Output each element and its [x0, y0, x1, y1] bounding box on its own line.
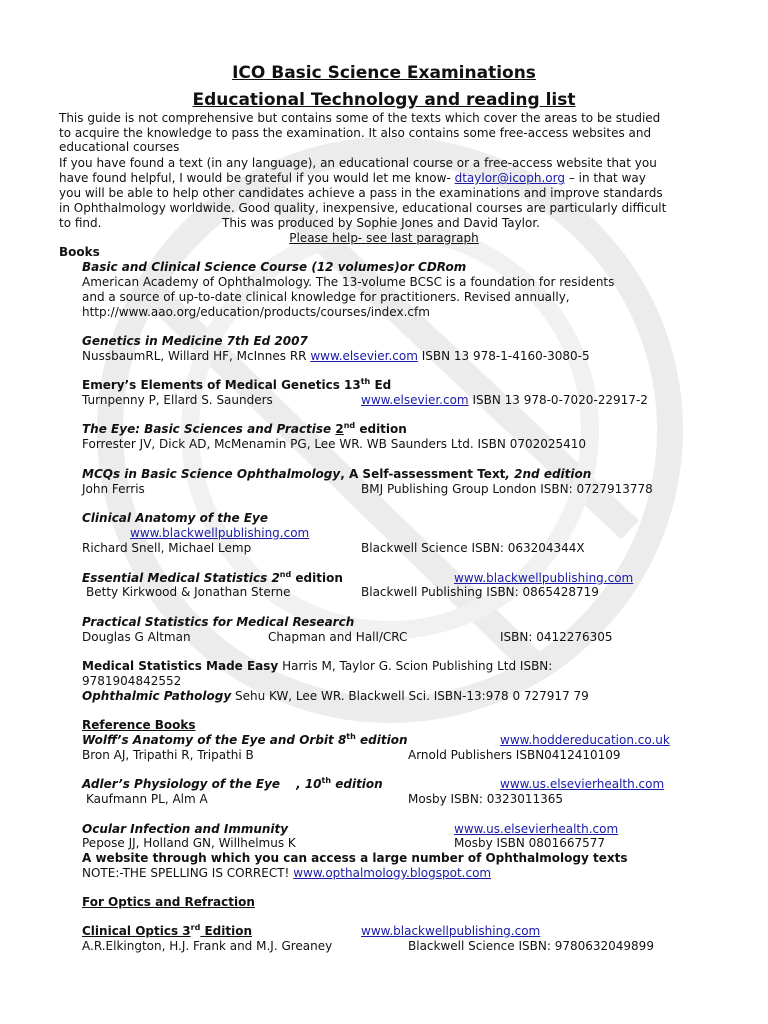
ocular-link-row [454, 822, 618, 836]
optics-authors: A.R.Elkington, H.J. Frank and M.J. Greaney [82, 939, 333, 953]
website-note: NOTE:-THE SPELLING IS CORRECT! www.opthalmology.blogspot.com [82, 866, 492, 880]
anatomy-link-row [130, 526, 309, 540]
emery-title: Emery’s Elements of Medical Genetics 13th Ed [82, 377, 392, 392]
eye-authors: Forrester JV, Dick AD, McMenamin PG, Lee WR. WB Saunders Ltd. ISBN 0702025410 [82, 437, 587, 451]
patho-line: Ophthalmic Pathology Sehu KW, Lee WR. Blackwell Sci. ISBN-13:978 0 727917 79 [82, 689, 589, 703]
easy-line: Medical Statistics Made Easy Harris M, Taylor G. Scion Publishing Ltd ISBN: [82, 659, 553, 673]
elsevier-link[interactable]: www.elsevier.com [310, 349, 418, 363]
intro-line-6: you will be able to help other candidates achieve a pass in the examinations and improve standards [59, 186, 663, 200]
intro-line-1: This guide is not comprehensive but contains some of the texts which cover the areas to be studied [59, 111, 661, 125]
wolff-link-row [500, 733, 670, 747]
practical-title: Practical Statistics for Medical Research [82, 615, 355, 629]
ocular-title: Ocular Infection and Immunity [82, 822, 289, 836]
intro-line-8b: This was produced by Sophie Jones and David Taylor. [222, 216, 540, 230]
optics-title: Clinical Optics 3rd Edition [82, 923, 253, 938]
blogspot-link[interactable]: www.opthalmology.blogspot.com [293, 866, 492, 880]
document-subtitle: Educational Technology and reading list [192, 90, 576, 110]
emery-authors: Turnpenny P, Ellard S. Saunders [82, 393, 273, 407]
easy-isbn: 9781904842552 [82, 674, 182, 688]
mcq-author: John Ferris [82, 482, 145, 496]
stats-title: Essential Medical Statistics 2nd edition [82, 570, 343, 585]
adler-publisher: Mosby ISBN: 0323011365 [408, 792, 564, 806]
bcsc-line-2: and a source of up-to-date clinical knowledge for practitioners. Revised annually, [82, 290, 570, 304]
intro-line-5: have found helpful, I would be grateful if you would let me know- dtaylor@icoph.org – in that way [59, 171, 646, 185]
emery-link-isbn: www.elsevier.com ISBN 13 978-0-7020-22917-2 [361, 393, 648, 407]
bcsc-title: Basic and Clinical Science Course (12 volumes)or CDRom [82, 260, 467, 274]
website-line: A website through which you can access a large number of Ophthalmology texts [82, 851, 628, 865]
wolff-title: Wolff’s Anatomy of the Eye and Orbit 8th edition [82, 732, 408, 747]
blackwell-link-3[interactable]: www.blackwellpublishing.com [361, 924, 541, 938]
bcsc-url: http://www.aao.org/education/products/courses/index.cfm [82, 305, 430, 319]
practical-author: Douglas G Altman [82, 630, 191, 644]
reference-books-heading: Reference Books [82, 718, 196, 732]
anatomy-authors: Richard Snell, Michael Lemp [82, 541, 252, 555]
optics-publisher: Blackwell Science ISBN: 9780632049899 [408, 939, 654, 953]
books-heading: Books [59, 245, 100, 259]
practical-isbn: ISBN: 0412276305 [500, 630, 613, 644]
intro-line-8a: to find. [59, 216, 102, 230]
ocular-authors: Pepose JJ, Holland GN, Willhelmus K [82, 836, 296, 850]
elsevierhealth-link[interactable]: www.us.elsevierhealth.com [500, 777, 665, 791]
adler-title: Adler’s Physiology of the Eye , 10th edition [82, 776, 383, 791]
document-title: ICO Basic Science Examinations [232, 63, 536, 83]
email-link[interactable]: dtaylor@icoph.org [454, 171, 565, 185]
stats-authors: Betty Kirkwood & Jonathan Sterne [86, 585, 291, 599]
adler-authors: Kaufmann PL, Alm A [86, 792, 208, 806]
optics-link-row [361, 924, 540, 938]
elsevier-link-2[interactable]: www.elsevier.com [361, 393, 469, 407]
blackwell-link[interactable]: www.blackwellpublishing.com [130, 526, 310, 540]
wolff-publisher: Arnold Publishers ISBN0412410109 [408, 748, 621, 762]
eye-title: The Eye: Basic Sciences and Practise 2nd edition [82, 421, 407, 436]
genetics-title: Genetics in Medicine 7th Ed 2007 [82, 334, 308, 348]
practical-publisher: Chapman and Hall/CRC [268, 630, 408, 644]
genetics-details: NussbaumRL, Willard HF, McInnes RR www.elsevier.com ISBN 13 978-1-4160-3080-5 [82, 349, 590, 363]
elsevierhealth-link-2[interactable]: www.us.elsevierhealth.com [454, 822, 619, 836]
stats-publisher: Blackwell Publishing ISBN: 0865428719 [361, 585, 599, 599]
mcq-title: MCQs in Basic Science Ophthalmology, A Self-assessment Text, 2nd edition [82, 467, 592, 481]
help-note: Please help- see last paragraph [289, 231, 479, 245]
mcq-publisher: BMJ Publishing Group London ISBN: 0727913778 [361, 482, 653, 496]
blackwell-link-2[interactable]: www.blackwellpublishing.com [454, 571, 634, 585]
anatomy-publisher: Blackwell Science ISBN: 063204344X [361, 541, 585, 555]
adler-link-row [500, 777, 664, 791]
stats-link-row [454, 571, 633, 585]
optics-heading: For Optics and Refraction [82, 895, 255, 909]
hodder-link[interactable]: www.hoddereducation.co.uk [500, 733, 670, 747]
wolff-authors: Bron AJ, Tripathi R, Tripathi B [82, 748, 254, 762]
intro-line-3: educational courses [59, 140, 180, 154]
intro-line-7: in Ophthalmology worldwide. Good quality, inexpensive, educational courses are particularly difficult [59, 201, 667, 215]
intro-line-2: to acquire the knowledge to pass the examination. It also contains some free-access websites and [59, 126, 652, 140]
ocular-publisher: Mosby ISBN 0801667577 [454, 836, 606, 850]
intro-line-4: If you have found a text (in any language), an educational course or a free-access website that you [59, 156, 657, 170]
anatomy-title: Clinical Anatomy of the Eye [82, 511, 268, 525]
bcsc-line-1: American Academy of Ophthalmology. The 13-volume BCSC is a foundation for residents [82, 275, 615, 289]
